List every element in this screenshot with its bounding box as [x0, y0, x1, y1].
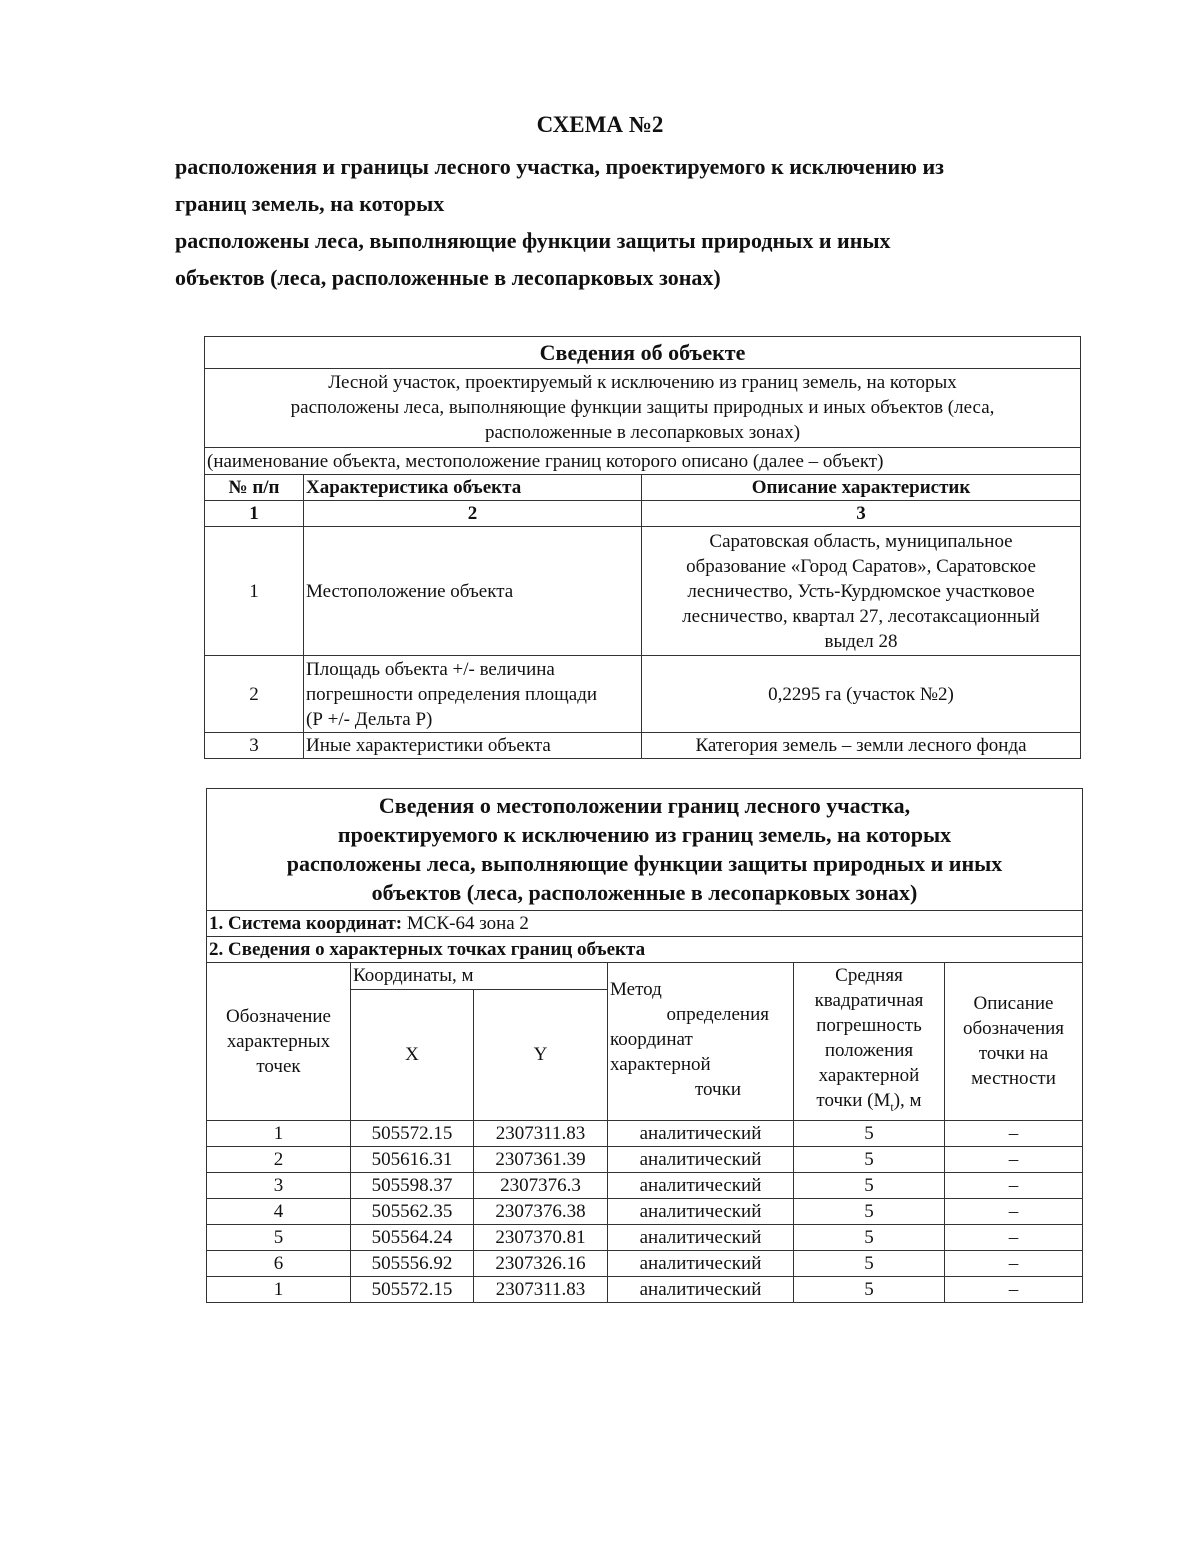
point-y: 2307311.83: [474, 1276, 608, 1302]
text-line: 0,2295 га (участок №2): [768, 683, 954, 705]
text-line: Саратовская область, муниципальное: [709, 530, 1013, 552]
point-error: 5: [794, 1120, 945, 1146]
col-header-characteristic: Характеристика объекта: [304, 475, 642, 501]
point-id: 1: [207, 1120, 351, 1146]
point-x: 505572.15: [351, 1276, 474, 1302]
subtitle-line: границ земель, на которых: [175, 191, 445, 216]
row-num: 1: [205, 527, 304, 656]
object-info-title: Сведения об объекте: [205, 337, 1081, 369]
subtitle-line: расположения и границы лесного участка, проектируемого к исключению из: [175, 154, 945, 179]
point-id: 1: [207, 1276, 351, 1302]
table-row: [207, 1172, 1083, 1198]
object-name-line: Лесной участок, проектируемый к исключению из границ земель, на которых: [328, 372, 957, 393]
table-row: [207, 1250, 1083, 1276]
point-x: 505556.92: [351, 1250, 474, 1276]
point-desc: –: [945, 1146, 1083, 1172]
title-line: расположены леса, выполняющие функции защиты природных и иных: [286, 851, 1003, 876]
text-line: Площадь объекта +/- величина: [306, 658, 555, 680]
text-line: лесничество, квартал 27, лесотаксационный: [682, 605, 1040, 627]
document-subtitle: [175, 148, 1095, 296]
table-row: [207, 1276, 1083, 1302]
point-desc: –: [945, 1250, 1083, 1276]
point-id: 5: [207, 1224, 351, 1250]
table-row: [207, 1146, 1083, 1172]
title-line: Сведения о местоположении границ лесного участка,: [378, 793, 911, 818]
object-name-line: расположенные в лесопарковых зонах): [484, 422, 801, 443]
header-method: Метод определения координат характерной точки: [608, 963, 794, 1121]
point-error: 5: [794, 1250, 945, 1276]
points-body: [207, 1120, 1083, 1302]
point-error: 5: [794, 1276, 945, 1302]
text-line: (Р +/- Дельта Р): [306, 708, 433, 730]
object-info-table: [204, 336, 1081, 759]
point-y: 2307370.81: [474, 1224, 608, 1250]
point-method: аналитический: [608, 1276, 794, 1302]
text-line: Категория земель – земли лесного фонда: [695, 735, 1027, 756]
text-line: образование «Город Саратов», Саратовское: [686, 555, 1036, 577]
text-line: Местоположение объекта: [306, 580, 514, 602]
point-desc: –: [945, 1224, 1083, 1250]
object-name: [205, 369, 1081, 448]
table-row: [205, 656, 1081, 733]
col-header-num: № п/п: [205, 475, 304, 501]
coord-system: [207, 911, 1083, 937]
point-id: 6: [207, 1250, 351, 1276]
point-method: аналитический: [608, 1250, 794, 1276]
point-x: 505616.31: [351, 1146, 474, 1172]
point-desc: –: [945, 1276, 1083, 1302]
point-id: 2: [207, 1146, 351, 1172]
point-desc: –: [945, 1120, 1083, 1146]
row-description: [642, 733, 1081, 759]
point-desc: –: [945, 1172, 1083, 1198]
point-error: 5: [794, 1224, 945, 1250]
point-x: 505598.37: [351, 1172, 474, 1198]
table-row: [207, 1120, 1083, 1146]
point-y: 2307361.39: [474, 1146, 608, 1172]
point-y: 2307376.3: [474, 1172, 608, 1198]
col-number: 1: [205, 501, 304, 527]
points-section-label: 2. Сведения о характерных точках границ объекта: [207, 937, 1083, 963]
text-line: погрешности определения площади: [306, 683, 598, 705]
point-error: 5: [794, 1198, 945, 1224]
col-number: 2: [304, 501, 642, 527]
header-designation: Обозначение характерных точек: [207, 963, 351, 1121]
header-description: Описание обозначения точки на местности: [945, 963, 1083, 1121]
point-x: 505572.15: [351, 1120, 474, 1146]
point-method: аналитический: [608, 1120, 794, 1146]
table-row: [205, 527, 1081, 656]
header-coords: Координаты, м: [351, 963, 608, 990]
col-number: 3: [642, 501, 1081, 527]
table-row: [207, 1224, 1083, 1250]
col-header-description: Описание характеристик: [642, 475, 1081, 501]
object-name-note: (наименование объекта, местоположение границ которого описано (далее – объект): [205, 448, 1081, 475]
header-error: Средняя квадратичная погрешность положения характерной точки $(M_t)$, м: [794, 963, 945, 1121]
point-method: аналитический: [608, 1146, 794, 1172]
header-x: X: [351, 990, 474, 1121]
row-num: 2: [205, 656, 304, 733]
subtitle-line: объектов (леса, расположенные в лесопарковых зонах): [175, 265, 721, 290]
row-num: 3: [205, 733, 304, 759]
point-x: 505562.35: [351, 1198, 474, 1224]
point-method: аналитический: [608, 1224, 794, 1250]
subtitle-line: расположены леса, выполняющие функции защиты природных и иных: [175, 228, 891, 253]
document-title: СХЕМА №2: [536, 112, 664, 137]
row-description: [642, 656, 1081, 733]
point-error: 5: [794, 1146, 945, 1172]
point-y: 2307311.83: [474, 1120, 608, 1146]
title-line: проектируемого к исключению из границ земель, на которых: [337, 822, 952, 847]
point-error: 5: [794, 1172, 945, 1198]
boundaries-title: [207, 789, 1083, 911]
text-line: выдел 28: [824, 630, 898, 652]
row-characteristic: [304, 527, 642, 656]
point-y: 2307376.38: [474, 1198, 608, 1224]
row-characteristic: [304, 656, 642, 733]
point-desc: –: [945, 1198, 1083, 1224]
title-line: объектов (леса, расположенные в лесопарковых зонах): [371, 880, 918, 905]
point-y: 2307326.16: [474, 1250, 608, 1276]
text-line: лесничество, Усть-Курдюмское участковое: [687, 580, 1035, 602]
boundary-points-table: [206, 788, 1083, 1303]
coord-system-value: МСК-64 зона 2: [402, 913, 529, 934]
table-row: [205, 733, 1081, 759]
point-method: аналитический: [608, 1198, 794, 1224]
header-y: Y: [474, 990, 608, 1121]
table-row: [207, 1198, 1083, 1224]
text-line: Иные характеристики объекта: [306, 735, 551, 756]
point-method: аналитический: [608, 1172, 794, 1198]
point-id: 3: [207, 1172, 351, 1198]
point-id: 4: [207, 1198, 351, 1224]
point-x: 505564.24: [351, 1224, 474, 1250]
coord-system-label: 1. Система координат:: [209, 913, 403, 934]
row-characteristic: [304, 733, 642, 759]
row-description: [642, 527, 1081, 656]
object-name-line: расположены леса, выполняющие функции защиты природных и иных объектов (леса,: [290, 397, 995, 418]
